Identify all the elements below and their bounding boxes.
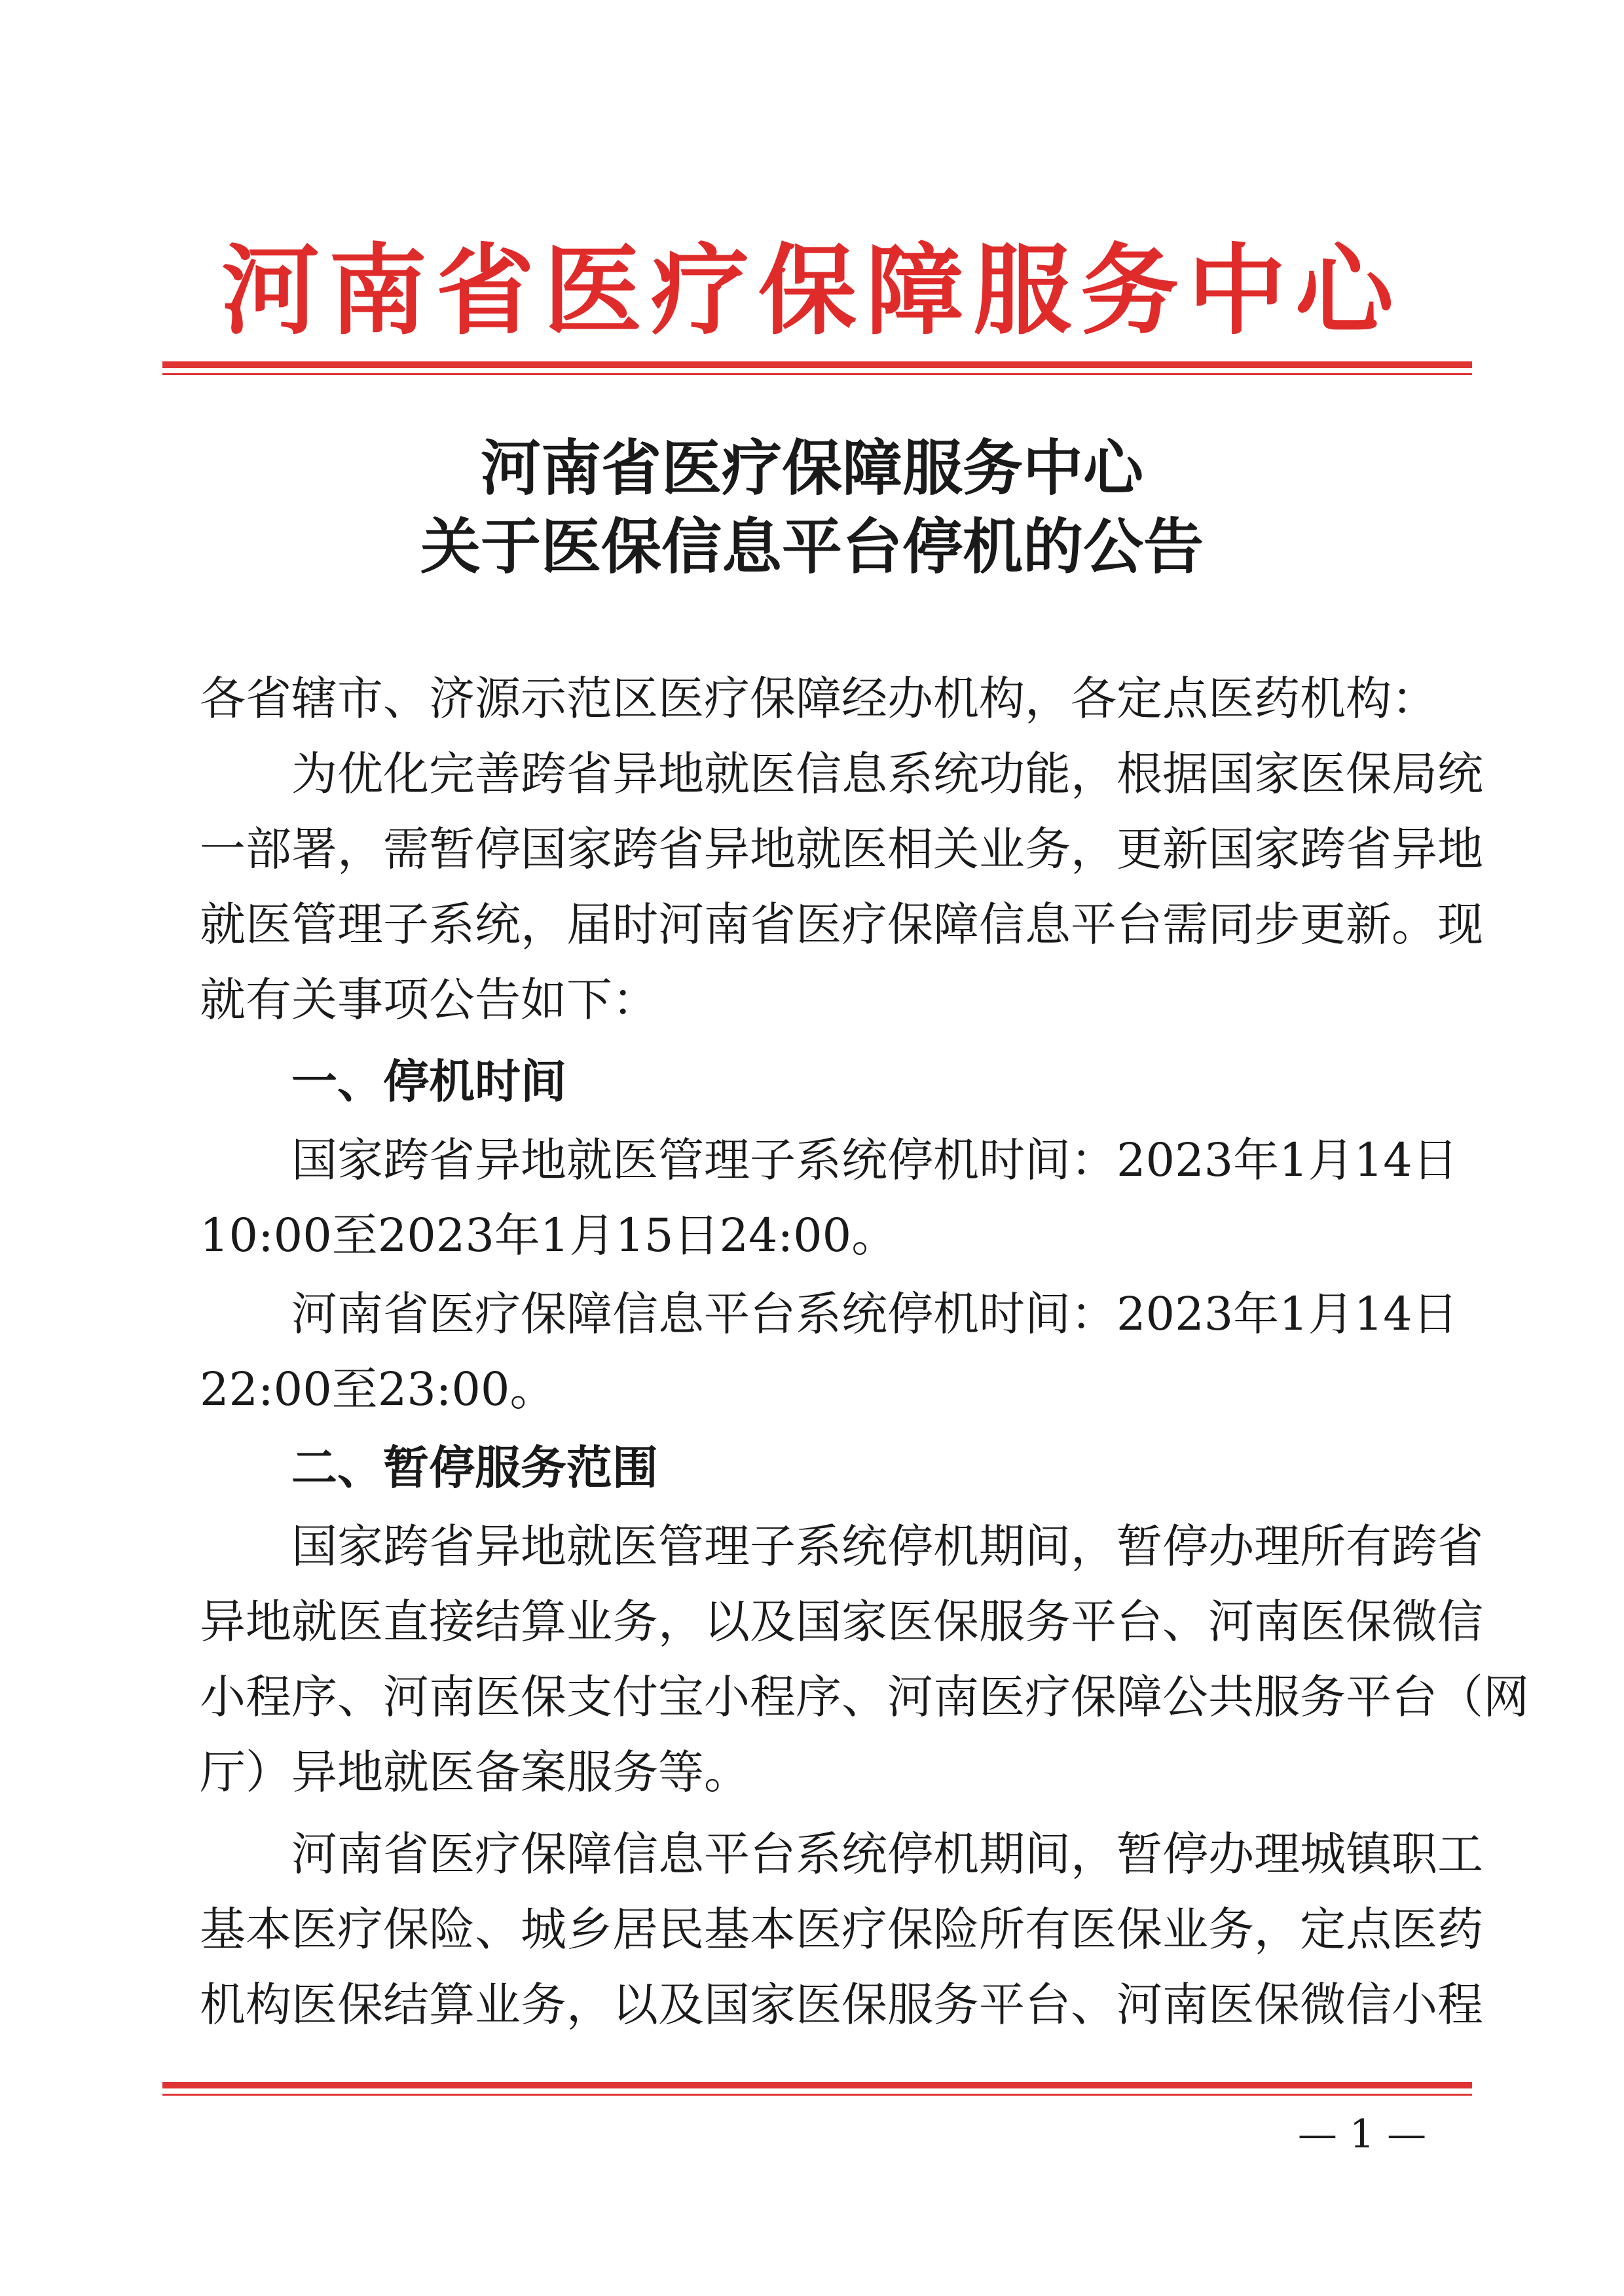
section-2-heading: 二、暂停服务范围 <box>291 1441 658 1495</box>
section-2-p1-line-4: 厅）异地就医备案服务等。 <box>200 1745 750 1799</box>
section-2-p1-line-2: 异地就医直接结算业务，以及国家医保服务平台、河南医保微信 <box>200 1595 1483 1649</box>
document-title-line-1: 河南省医疗保障服务中心 <box>480 433 1143 503</box>
section-2-p2-line-2: 基本医疗保险、城乡居民基本医疗保险所有医保业务，定点医药 <box>200 1903 1483 1956</box>
footer-rule-thick <box>162 2082 1472 2088</box>
intro-line-1: 为优化完善跨省异地就医信息系统功能，根据国家医保局统 <box>291 747 1483 801</box>
section-2-p1-line-1: 国家跨省异地就医管理子系统停机期间，暂停办理所有跨省 <box>291 1520 1483 1573</box>
section-1-p2-line-2: 22:00至23:00。 <box>200 1362 556 1416</box>
page-number: — 1 — <box>1297 2111 1427 2157</box>
footer-rule-thin <box>162 2094 1472 2096</box>
section-2-p1-line-3: 小程序、河南医保支付宝小程序、河南医疗保障公共服务平台（网 <box>200 1670 1529 1724</box>
section-2-p2-line-1: 河南省医疗保障信息平台系统停机期间，暂停办理城镇职工 <box>291 1827 1483 1881</box>
section-1-p1-line-2: 10:00至2023年1月15日24:00。 <box>200 1209 898 1262</box>
document-title-line-2: 关于医保信息平台停机的公告 <box>420 511 1204 582</box>
letterhead-rule-thick <box>162 361 1472 368</box>
letterhead-rule-thin <box>162 373 1472 375</box>
letterhead-title: 河南省医疗保障服务中心 <box>221 234 1403 348</box>
intro-line-3: 就医管理子系统，届时河南省医疗保障信息平台需同步更新。现 <box>200 898 1483 951</box>
intro-line-2: 一部署，需暂停国家跨省异地就医相关业务，更新国家跨省异地 <box>200 822 1483 876</box>
section-1-p1-line-1: 国家跨省异地就医管理子系统停机时间：2023年1月14日 <box>291 1133 1458 1187</box>
section-2-p2-line-3: 机构医保结算业务，以及国家医保服务平台、河南医保微信小程 <box>200 1978 1483 2032</box>
addressee: 各省辖市、济源示范区医疗保障经办机构，各定点医药机构： <box>200 672 1437 725</box>
intro-line-4: 就有关事项公告如下： <box>200 973 658 1027</box>
section-1-p2-line-1: 河南省医疗保障信息平台系统停机时间：2023年1月14日 <box>291 1287 1458 1341</box>
section-1-heading: 一、停机时间 <box>291 1055 566 1108</box>
